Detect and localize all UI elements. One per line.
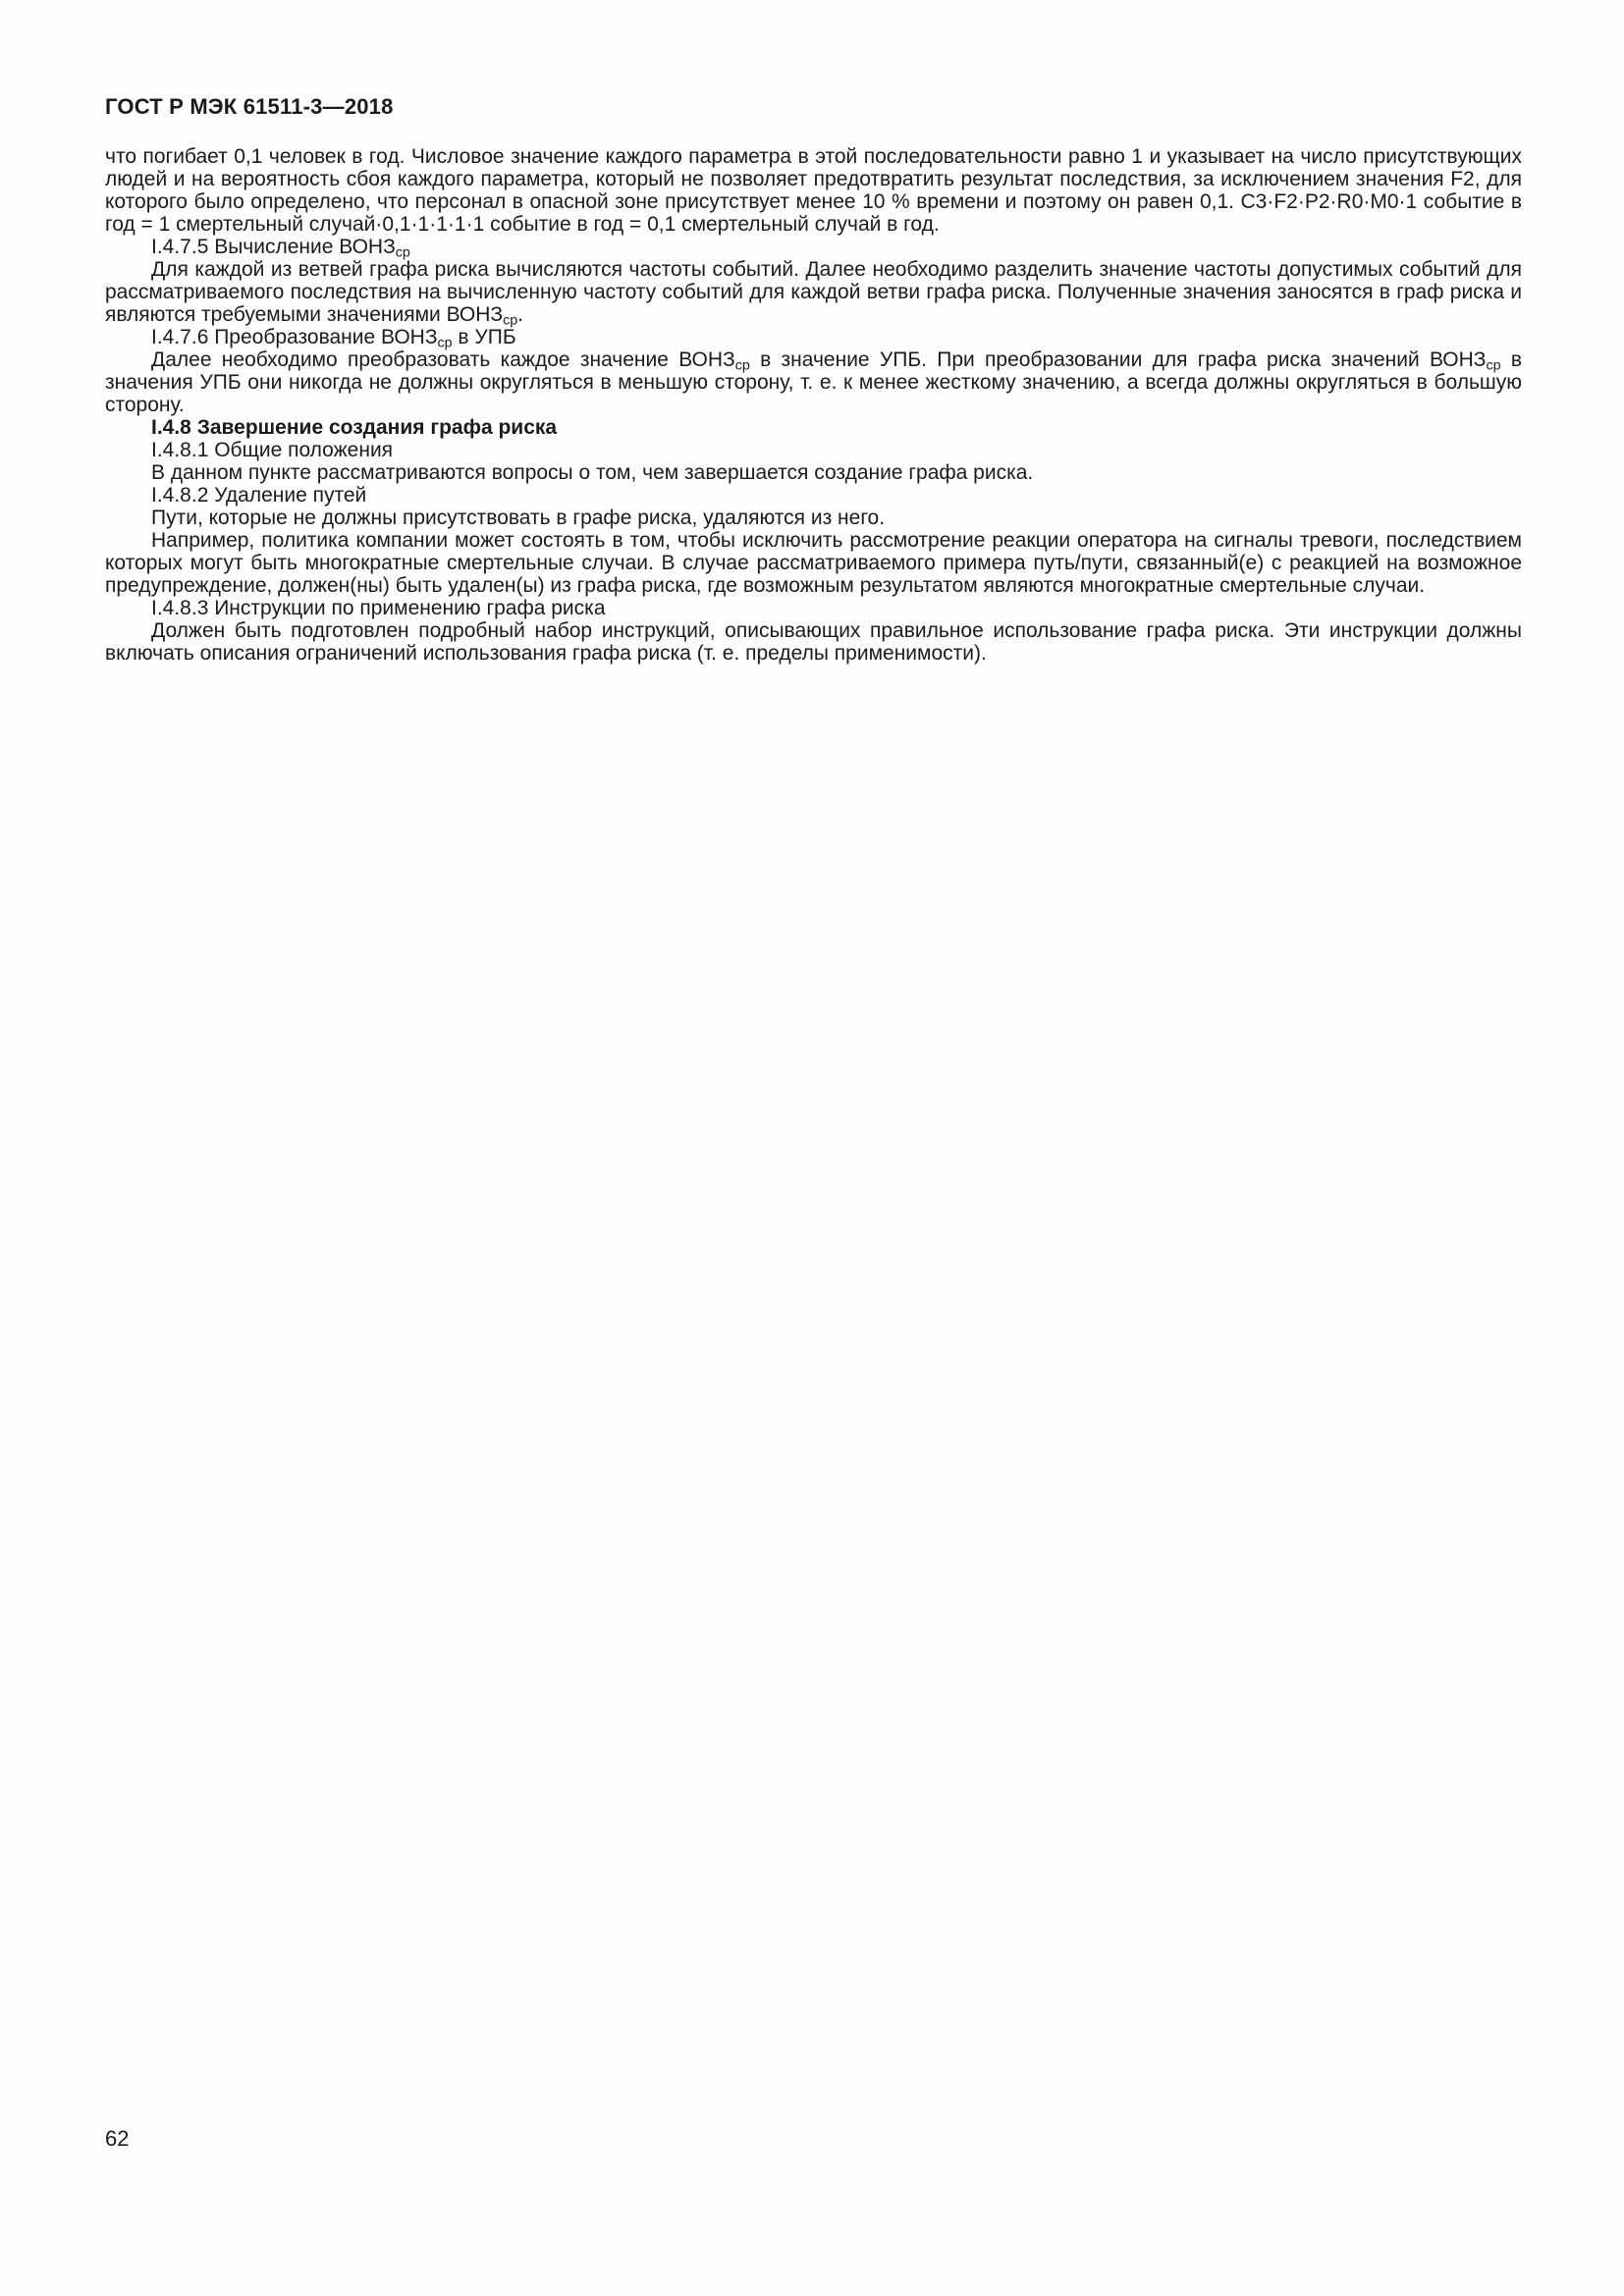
text-run: I.4.7.6 Преобразование ВОНЗ — [151, 326, 438, 348]
text-run: I.4.8.3 Инструкции по применению графа риска — [151, 597, 606, 619]
page-number: 62 — [105, 2126, 130, 2151]
document-header: ГОСТ Р МЭК 61511-3—2018 — [105, 94, 394, 119]
section-heading — [105, 416, 1522, 439]
paragraph — [105, 529, 1522, 597]
paragraph — [105, 145, 1522, 236]
subscript-text: ср — [437, 335, 453, 351]
text-run: I.4.8 Завершение создания графа риска — [151, 416, 558, 439]
paragraph — [105, 507, 1522, 529]
text-run: в значение УПБ. При преобразовании для графа риска значений ВОНЗ — [749, 348, 1487, 371]
text-run: Для каждой из ветвей графа риска вычисляются частоты событий. Далее необходимо разделить значение частоты допустимых событий для рассматриваемого последствия на вычисленную частоту событий для каждой ветви графа риска. Полученные значения заносятся в граф риска и являются требуемыми значениями ВОНЗ — [105, 258, 1522, 326]
text-run: В данном пункте рассматриваются вопросы о том, чем завершается создание графа риска. — [151, 461, 1034, 484]
text-run: что погибает 0,1 человек в год. Числовое значение каждого параметра в этой последовательности равно 1 и указывает на число присутствующих людей и на вероятность сбоя каждого параметра, который не позволяет предотвратить результат последствия, за исключением значения F2, для которого было определено, что персонал в опасной зоне присутствует менее 10 % времени и поэтому он равен 0,1. C3·F2·P2·R0·M0·1 событие в год = 1 смертельный случай·0,1·1·1·1·1 событие в год = 0,1 смертельный случай в год. — [105, 145, 1522, 236]
paragraph — [105, 326, 1522, 351]
subscript-text: ср — [734, 357, 750, 374]
paragraph — [105, 597, 1522, 619]
text-run: I.4.8.1 Общие положения — [151, 439, 394, 461]
text-run: . — [517, 303, 524, 326]
text-run: Далее необходимо преобразовать каждое значение ВОНЗ — [151, 348, 735, 371]
paragraph — [105, 236, 1522, 261]
paragraph — [105, 461, 1522, 484]
text-run: I.4.7.5 Вычисление ВОНЗ — [151, 236, 396, 258]
subscript-text: ср — [1486, 357, 1501, 374]
text-run: I.4.8.2 Удаление путей — [151, 484, 367, 507]
subscript-text: ср — [395, 244, 410, 261]
document-body — [105, 145, 1522, 665]
paragraph — [105, 619, 1522, 665]
text-run: Пути, которые не должны присутствовать в графе риска, удаляются из него. — [151, 507, 886, 529]
paragraph — [105, 484, 1522, 507]
paragraph — [105, 439, 1522, 461]
text-run: Должен быть подготовлен подробный набор инструкций, описывающих правильное использование графа риска. Эти инструкции должны включать описания ограничений использования графа риска (т. е. пределы применимости). — [105, 619, 1522, 665]
subscript-text: ср — [503, 312, 518, 329]
paragraph — [105, 348, 1522, 416]
text-run: Например, политика компании может состоять в том, чтобы исключить рассмотрение реакции оператора на сигналы тревоги, последствием которых могут быть многократные смертельные случаи. В случае рассматриваемого примера путь/пути, связанный(е) с реакцией на возможное предупреждение, должен(ны) быть удален(ы) из графа риска, где возможным результатом являются многократные смертельные случаи. — [105, 529, 1522, 597]
text-run: в значения УПБ они никогда не должны округляться в меньшую сторону, т. е. к менее жесткому значению, а всегда должны округляться в большую сторону. — [105, 348, 1522, 416]
text-run: в УПБ — [452, 326, 516, 348]
paragraph — [105, 258, 1522, 329]
